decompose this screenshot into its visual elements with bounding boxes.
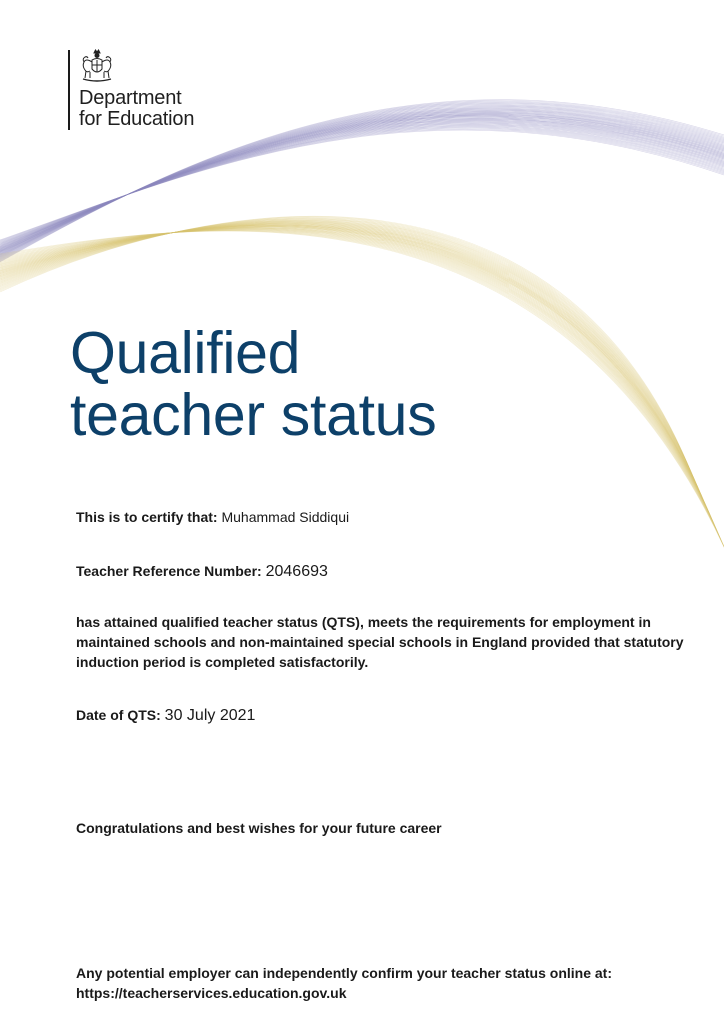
department-line-1: Department (79, 87, 182, 109)
title-line-2: teacher status (70, 382, 437, 448)
trn-value: 2046693 (265, 563, 328, 580)
verification-note (76, 963, 612, 1003)
certify-field (76, 509, 349, 525)
teacher-reference-field (76, 563, 328, 581)
qts-date-field (76, 707, 255, 725)
wave-line-purple (0, 118, 724, 249)
wave-line-purple (0, 128, 724, 242)
congratulations-text: Congratulations and best wishes for your future career (76, 820, 442, 836)
certify-label: This is to certify that: (76, 509, 218, 525)
holder-name: Muhammad Siddiqui (221, 509, 350, 525)
qts-date-label: Date of QTS: (76, 707, 161, 723)
verification-url: https://teacherservices.education.gov.uk (76, 985, 347, 1001)
royal-coat-of-arms-icon (78, 48, 116, 84)
verification-text: Any potential employer can independently confirm your teacher status online at: (76, 965, 612, 981)
qts-date-value: 30 July 2021 (164, 707, 256, 724)
page-title (70, 322, 436, 446)
title-line-1: Qualified (70, 320, 301, 386)
department-name (79, 88, 194, 130)
trn-label: Teacher Reference Number: (76, 563, 262, 579)
qts-statement: has attained qualified teacher status (QTS), meets the requirements for employment in maintained schools and non-maintained special schools in England provided that statutory induction period is completed satisfactorily. (76, 614, 684, 670)
department-line-2: for Education (79, 108, 195, 130)
logo-divider (68, 50, 70, 130)
